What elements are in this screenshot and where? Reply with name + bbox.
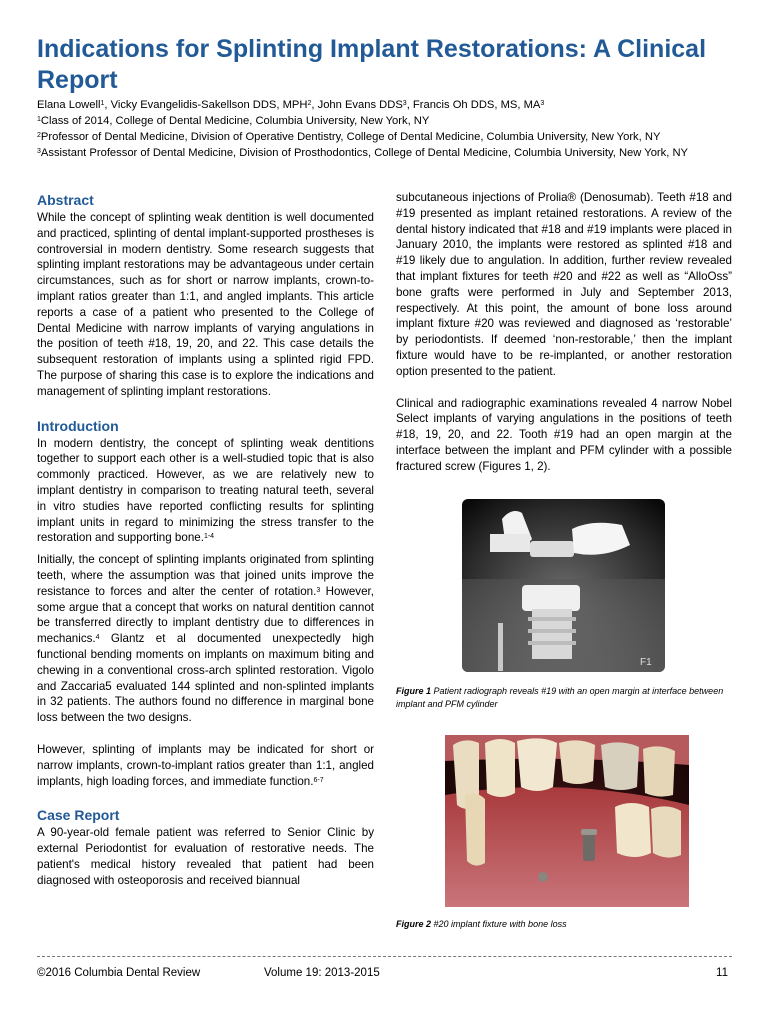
citation-mark: 4 (95, 634, 100, 642)
figure-2-label: Figure 2 (396, 919, 432, 929)
paragraph-text: However, splinting of implants may be indicated for short or narrow implants, crown-to-implant ratios greater than 1:1, angled implants, high loading forces, and immediate function. (37, 742, 374, 788)
figure-2-caption (396, 918, 736, 931)
affiliation-text: Class of 2014, College of Dental Medicine, Columbia University, New York, NY (40, 115, 430, 127)
author-name: Francis Oh DDS, MS, MA (412, 99, 541, 111)
affiliation-text: Assistant Professor of Dental Medicine, Division of Prosthodontics, College of Dental Medicine, Columbia University, New York, NY (40, 147, 688, 159)
affiliation-mark: 3 (37, 148, 41, 155)
author-name: Elana Lowell (37, 99, 101, 111)
author-separator: , (406, 99, 413, 111)
right-column (396, 190, 732, 475)
figure-1-label: Figure 1 (396, 686, 432, 696)
footer-copyright: ©2016 Columbia Dental Review (37, 967, 201, 979)
figure-1-caption (396, 685, 736, 711)
footer-divider (37, 956, 732, 957)
author-affiliation-mark: 1 (100, 100, 105, 107)
citation-mark: 6-7 (313, 776, 324, 784)
case-report-paragraph-1: A 90-year-old female patient was referred to Senior Clinic by external Periodontist for evaluation of restorative needs. The patient's medical history revealed that patient had been diagnosed with osteoporosis and received biannual (37, 826, 374, 887)
figure-1-radiograph (462, 499, 665, 672)
article-title: Indications for Splinting Implant Restorations: A Clinical Report (37, 35, 707, 94)
introduction-paragraph-2 (37, 552, 374, 726)
author-name: John Evans DDS (317, 99, 403, 111)
paragraph-text: In modern dentistry, the concept of splinting weak dentitions together to support each other is a well-studied topic that is also commonly practiced. However, as we are relatively new to implant dentistry in comparison to treating natural teeth, several in vitro studies have reported conflicting results for splinting implant units in regard to minimizing the stress transfer to the restoration and supporting bone. (37, 436, 374, 545)
author-name: Vicky Evangelidis-Sakellson DDS, MPH (110, 99, 308, 111)
affiliation-2 (37, 129, 737, 145)
author-affiliation-mark: 3 (402, 100, 407, 107)
author-block (37, 97, 737, 161)
author-separator: , (104, 99, 111, 111)
left-column (37, 191, 374, 888)
author-list (37, 97, 737, 113)
footer-page-number: 11 (716, 967, 728, 979)
affiliation-text: Professor of Dental Medicine, Division of Operative Dentistry, College of Dental Medicine, Columbia University, New York, NY (40, 131, 661, 143)
case-report-paragraph-1-continued: subcutaneous injections of Prolia® (Denosumab). Teeth #18 and #19 presented as implant retained restorations. A review of the dental history indicated that #18 and #19 implants were placed in January 2010, the implants were restored as splinted #18 and #19 likely due to angulation. In addition, further review revealed that implant fixtures for teeth #20 and #22 as well as “AlloOss” bone grafts were performed in July and September 2013, respectively. At this point, the amount of bone loss around implant fixture #20 was reviewed and diagnosed as ‘restorable’ by periodontists. If deemed ‘non-restorable,’ then the implant fixture would have to be re-implanted, or another restoration option presented to the patient. (396, 191, 732, 378)
abstract-heading: Abstract (37, 192, 94, 208)
introduction-paragraph-1 (37, 436, 374, 547)
affiliation-mark: 1 (37, 116, 41, 123)
citation-mark: 3 (316, 586, 321, 594)
case-report-paragraph-2: Clinical and radiographic examinations revealed 4 narrow Nobel Select implants of varying angulations in the positions of teeth #18, 19, 20, and 22. Tooth #19 had an open margin at the interface between the implant and PFM cylinder with a possible fractured screw (Figures 1, 2). (396, 396, 732, 473)
author-affiliation-mark: 3 (540, 100, 545, 107)
author-separator: , (311, 99, 318, 111)
paragraph-text: Glantz et al documented unexpectedly high functional bending moments on implants on maximum biting and chewing in a conventional cross-arch splinted restoration. Vigolo and Zaccaria5 evaluated 144 splinted and non-splinted implants in 32 patients. The authors found no difference in marginal bone loss between the two designs. (37, 632, 374, 725)
affiliation-mark: 2 (37, 132, 41, 139)
citation-mark: 1-4 (203, 533, 215, 541)
paragraph-text: Initially, the concept of splinting implants originated from splinting teeth, where the assumption was that joined units improve the resistance to forces and alter the center of rotation. (37, 553, 374, 598)
figure-1-caption-text: Patient radiograph reveals #19 with an open margin at interface between implant and PFM cylinder (396, 686, 724, 709)
paragraph-text: However, some argue that a concept that works on natural dentition cannot be transferred directly to implant dentistry due to differences in mechanics. (37, 584, 374, 646)
affiliation-1 (37, 113, 737, 129)
abstract-text: While the concept of splinting weak dentition is well documented and practiced, splinting of dental implant-supported prostheses is controversial in modern dentistry. Some research suggests that splinting implant restorations may be advantageous under certain circumstances, such as for short or narrow implants, crown-to-implant ratios greater than 1:1, and angled implants. This article reports a case of a patient who presented to the College of Dental Medicine with narrow implants of varying angulations in the position of teeth #18, 19, 20, and 22. This case details the subsequent restoration of implants using a splinted rigid FPD. The purpose of sharing this case is to explore the indications and management of splinting implant restorations. (37, 211, 374, 398)
figure-2-caption-text: #20 implant fixture with bone loss (431, 919, 567, 929)
affiliation-3 (37, 145, 737, 161)
case-report-heading: Case Report (37, 807, 120, 824)
figure-1-marker: F1 (640, 657, 652, 668)
footer-volume: Volume 19: 2013-2015 (264, 967, 380, 979)
figure-2-clinical-photo (445, 735, 689, 907)
introduction-heading: Introduction (37, 417, 119, 434)
author-affiliation-mark: 2 (307, 100, 312, 107)
introduction-paragraph-3 (37, 742, 374, 789)
